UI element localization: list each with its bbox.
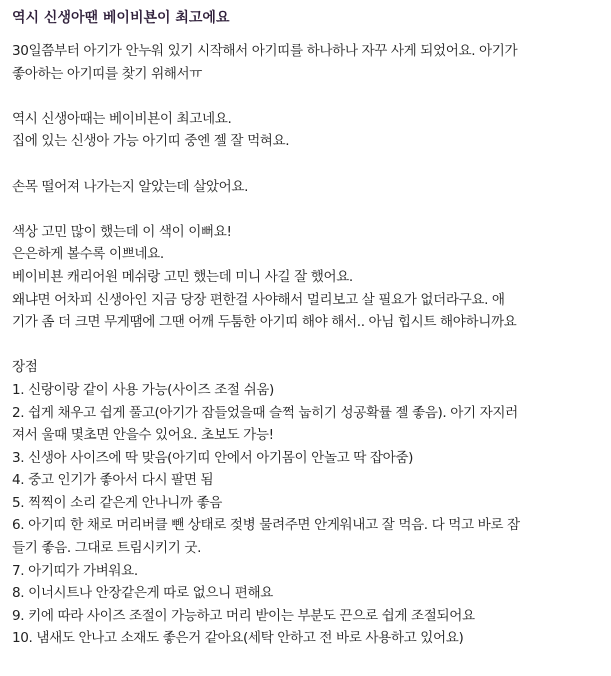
opinion-paragraph <box>12 108 599 153</box>
post-body <box>12 40 599 650</box>
body-line: 집에 있는 신생아 가능 아기띠 중엔 젤 잘 먹혀요. <box>12 133 290 150</box>
pros-item: 7. 아기띠가 가벼워요. <box>12 562 138 579</box>
pros-item: 3. 신생아 사이즈에 딱 맞음(아기띠 안에서 아기몸이 안놀고 딱 잡아줌) <box>12 449 414 466</box>
body-line: 손목 떨어져 나가는지 알았는데 살았어요. <box>12 178 249 195</box>
body-line: 왜냐면 어차피 신생아인 지금 당장 편한걸 사야해서 멀리보고 살 필요가 없더라구요. 애 <box>12 291 505 308</box>
pros-item: 들기 좋음. 그대로 트림시키기 굿. <box>12 540 202 557</box>
paragraph-spacer <box>12 85 599 108</box>
body-line: 색상 고민 많이 했는데 이 색이 이뻐요! <box>12 223 232 240</box>
pros-item: 8. 이너시트나 안장같은게 따로 없으니 편해요 <box>12 585 273 602</box>
paragraph-spacer <box>12 198 599 221</box>
body-line: 30일쯤부터 아기가 안누워 있기 시작해서 아기띠를 하나하나 자꾸 사게 되었어요. 아기가 <box>12 43 518 59</box>
pros-list <box>12 356 599 650</box>
body-line: 은은하게 볼수록 이쁘네요. <box>12 246 164 263</box>
pros-item: 5. 찍찍이 소리 같은게 안나니까 좋음 <box>12 494 223 511</box>
pros-item: 9. 키에 따라 사이즈 조절이 가능하고 머리 받이는 부분도 끈으로 쉽게 조절되어요 <box>12 607 475 624</box>
paragraph-spacer <box>12 334 599 357</box>
body-line: 역시 신생아때는 베이비뵨이 최고네요. <box>12 110 232 127</box>
pros-item: 져서 울때 몇초면 안을수 있어요. 초보도 가능! <box>12 427 274 444</box>
wrist-paragraph <box>12 176 599 199</box>
pros-item: 2. 쉽게 채우고 쉽게 풀고(아기가 잠들었을때 슬쩍 눕히기 성공확률 젤 좋음). 아기 자지러 <box>12 404 518 421</box>
color-paragraph <box>12 221 599 334</box>
intro-paragraph <box>12 40 599 85</box>
pros-heading: 장점 <box>12 359 38 376</box>
pros-item: 6. 아기띠 한 채로 머리버클 뺀 상태로 젖병 물려주면 안게워내고 잘 먹음. 다 먹고 바로 잠 <box>12 517 520 534</box>
pros-item: 1. 신랑이랑 같이 사용 가능(사이즈 조절 쉬움) <box>12 381 274 398</box>
body-line: 좋아하는 아기띠를 찾기 위해서ㅠ <box>12 65 203 82</box>
body-line: 기가 좀 더 크면 무게땜에 그땐 어깨 두툼한 아기띠 해야 해서.. 아님 힙시트 해야하니까요 <box>12 314 517 331</box>
pros-item: 10. 냄새도 안나고 소재도 좋은거 같아요(세탁 안하고 전 바로 사용하고 있어요) <box>12 630 464 647</box>
pros-item: 4. 중고 인기가 좋아서 다시 팔면 됨 <box>12 472 214 489</box>
body-line: 베이비뵨 캐리어원 메쉬랑 고민 했는데 미니 사길 잘 했어요. <box>12 268 353 285</box>
post-title: 역시 신생아땐 베이비뵨이 최고에요 <box>12 10 230 26</box>
paragraph-spacer <box>12 153 599 176</box>
